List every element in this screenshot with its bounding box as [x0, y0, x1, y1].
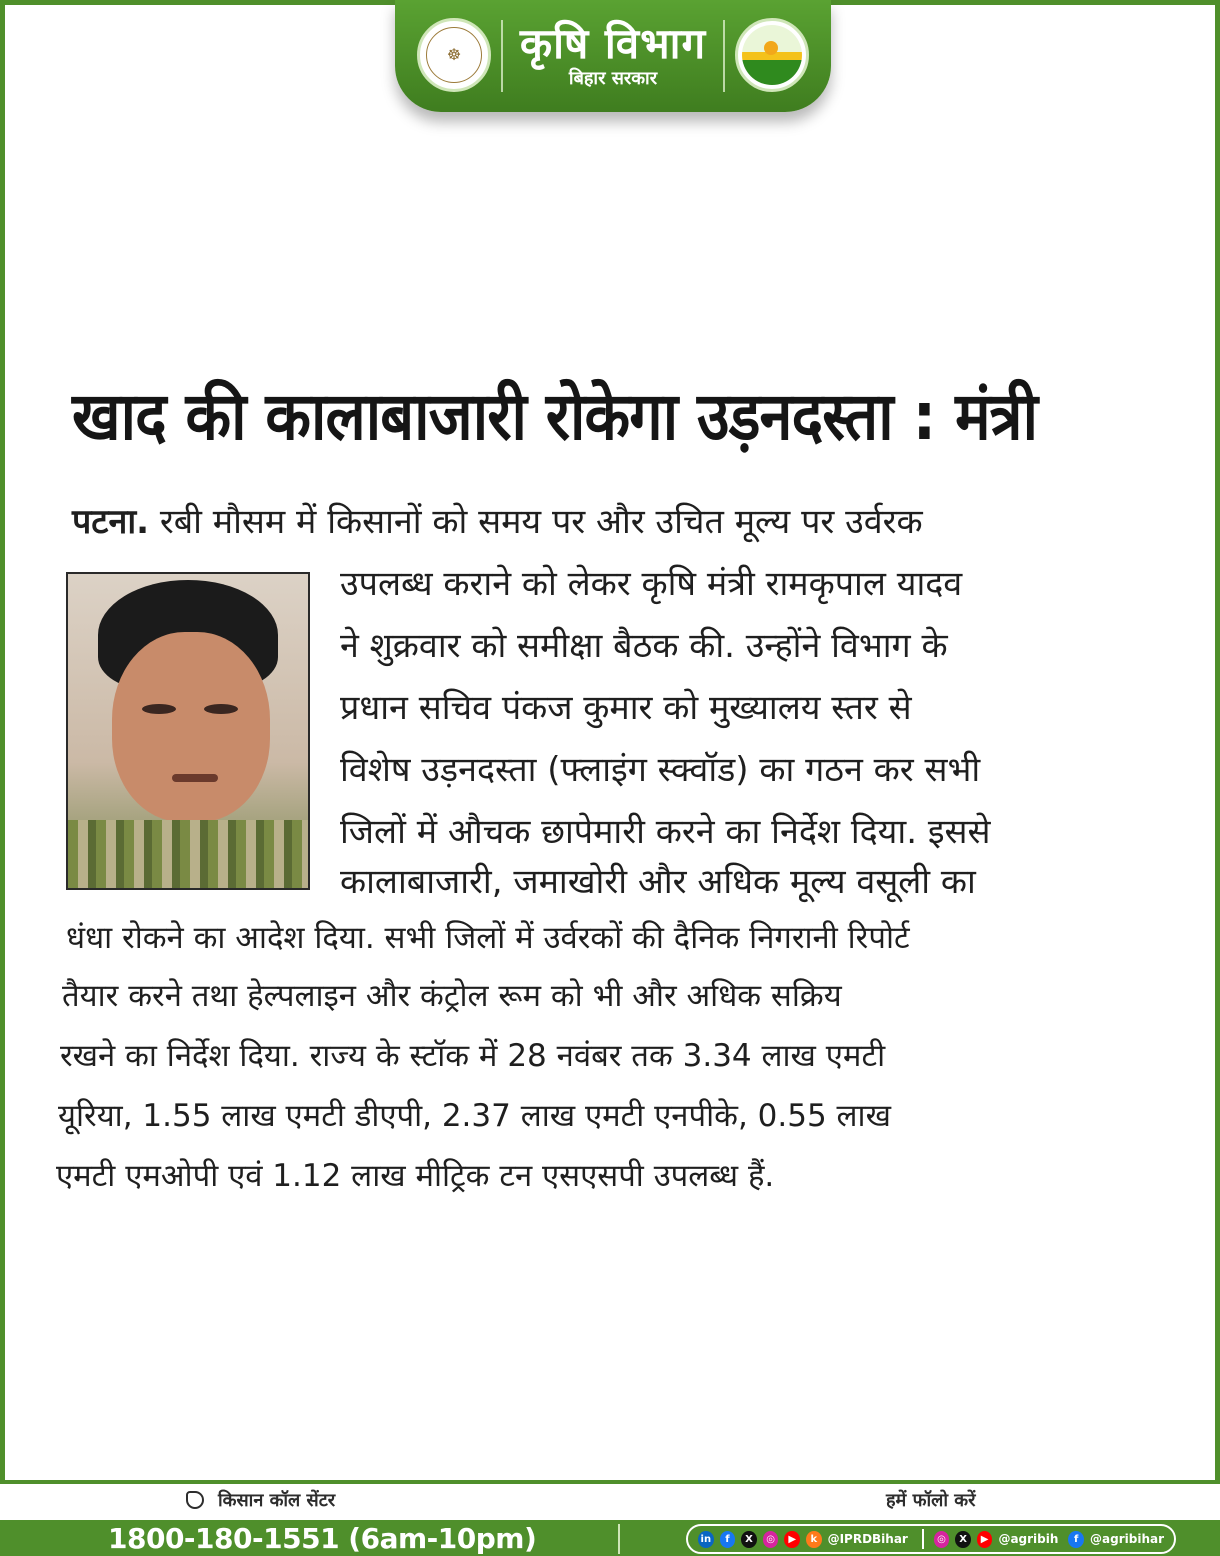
farm-field-icon [735, 18, 809, 92]
article-line-7: कालाबाजारी, जमाखोरी और अधिक मूल्य वसूली का [340, 862, 976, 902]
article-line-10: रखने का निर्देश दिया. राज्य के स्टॉक में 28 नवंबर तक 3.34 लाख एमटी [60, 1038, 886, 1074]
brand [520, 19, 706, 89]
article-headline: खाद की कालाबाजारी रोकेगा उड़नदस्ता : मंत्री [72, 378, 1038, 455]
article-text: रबी मौसम में किसानों को समय पर और उचित मूल्य पर उर्वरक [159, 502, 923, 542]
article-line-1 [72, 500, 923, 544]
footer-separator [618, 1524, 620, 1554]
department-title: कृषि विभाग [519, 19, 707, 68]
facebook-icon-agri[interactable]: f [1068, 1531, 1084, 1548]
instagram-icon-agri[interactable]: ◎ [934, 1531, 950, 1548]
article-line-6: जिलों में औचक छापेमारी करने का निर्देश दिया. इससे [340, 812, 991, 852]
header-divider-right [723, 20, 725, 92]
header-divider-left [501, 20, 503, 92]
instagram-icon[interactable]: ◎ [763, 1531, 779, 1548]
article-line-9: तैयार करने तथा हेल्पलाइन और कंट्रोल रूम को भी और अधिक सक्रिय [62, 978, 842, 1014]
social-divider [922, 1529, 924, 1549]
x-icon-agri[interactable]: X [955, 1531, 971, 1548]
x-icon[interactable]: X [741, 1531, 757, 1548]
helpline-number[interactable]: 1800-180-1551 (6am-10pm) [108, 1522, 537, 1555]
article-line-2: उपलब्ध कराने को लेकर कृषि मंत्री रामकृपाल यादव [340, 564, 963, 604]
government-subtitle: बिहार सरकार [568, 68, 658, 89]
footer-labels-strip [0, 1480, 1220, 1520]
phone-icon [186, 1491, 204, 1509]
agri-fb-handle[interactable]: @agribihar [1090, 1532, 1164, 1546]
youtube-icon-agri[interactable]: ▶ [977, 1531, 993, 1548]
social-links [686, 1524, 1176, 1554]
dateline: पटना. [72, 502, 150, 542]
article-line-3: ने शुक्रवार को समीक्षा बैठक की. उन्होंने विभाग के [340, 626, 948, 666]
youtube-icon[interactable]: ▶ [784, 1531, 800, 1548]
linkedin-icon[interactable]: in [698, 1531, 714, 1548]
header-badge [395, 0, 831, 112]
article-line-4: प्रधान सचिव पंकज कुमार को मुख्यालय स्तर से [340, 688, 912, 728]
article-line-5: विशेष उड़नदस्ता (फ्लाइंग स्क्वॉड) का गठन कर सभी [340, 750, 981, 790]
call-center-label [186, 1488, 335, 1512]
ipr-handle[interactable]: @IPRDBihar [827, 1532, 908, 1546]
follow-us-label: हमें फॉलो करें [886, 1490, 976, 1511]
article-line-12: एमटी एमओपी एवं 1.12 लाख मीट्रिक टन एसएसपी उपलब्ध हैं. [56, 1158, 775, 1194]
article-line-8: धंधा रोकने का आदेश दिया. सभी जिलों में उर्वरकों की दैनिक निगरानी रिपोर्ट [66, 920, 910, 956]
bihar-emblem-icon: ☸ [417, 18, 491, 92]
article-line-11: यूरिया, 1.55 लाख एमटी डीएपी, 2.37 लाख एमटी एनपीके, 0.55 लाख [58, 1098, 891, 1134]
call-center-text: किसान कॉल सेंटर [218, 1490, 336, 1511]
facebook-icon[interactable]: f [720, 1531, 736, 1548]
koo-icon[interactable]: k [806, 1531, 822, 1548]
minister-photo [66, 572, 310, 890]
agri-x-handle[interactable]: @agribih [998, 1532, 1059, 1546]
